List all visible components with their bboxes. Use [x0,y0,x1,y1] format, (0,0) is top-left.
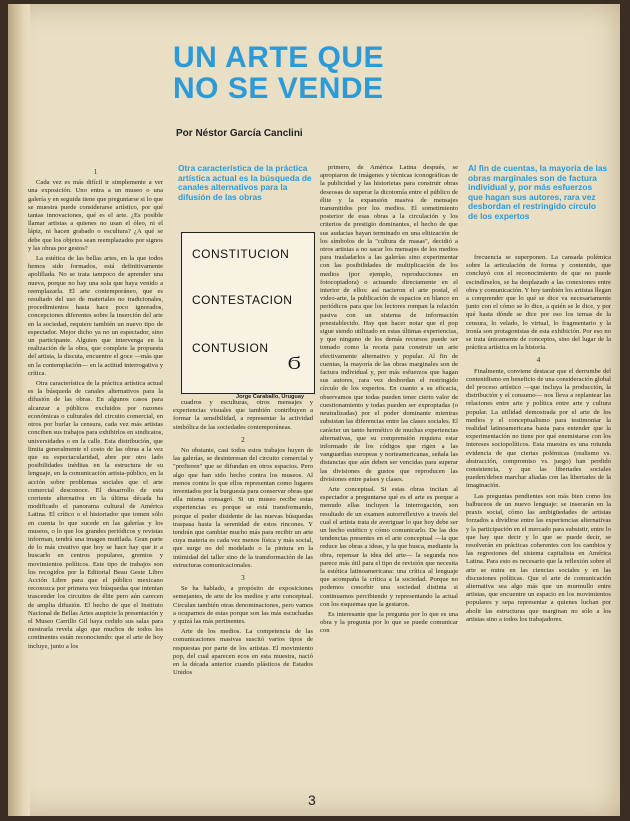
byline: Por Néstor García Canclini [176,128,303,139]
figure-caption: Jorge Caraballo, Uruguay [236,394,305,400]
paragraph: primero, de América Latina después, se apropiaron de imágenes y técnicas iconográficas de la publicidad y las historietas para construir obras deseosas de superar la dicotomía entre el público de élite y la expansión masiva de mensajes transmitidos por los medios. El sometimiento posterior de esas obras a la circulación y los criterios de prestigio dominantes, el hecho de que sus audacias hayan terminado en una elitización de los símbolos de la "cultura de masas", decidió a otros artistas a no sacar los mensajes de los medios para trasladarlos a las galerías sino experimentar con las posibilidades de multiplicación de los medios (por ejemplo, reproducciones en fotocopiadora) o actuando directamente en el interior de ellos: así nacieron el arte postal, el video-arte, la publicación de espacios en blanco en periódicos para que los lectores rompan la relación pasiva con un sistema de información preestablecido. Hay que hacer notar que el pop sigue siendo utilizado en estas últimas experiencias, y que ninguno de los demás recursos puede ser tomado como la receta para construir un arte efectivamente alternativo y popular. Al fin de cuentas, la mayoría de las obras marginales son de factura individual y, por más esfuerzos que hagan sus autores, rara vez desbordan el restringido círculo de los expertos. En cuanto a su eficacia, observamos que todas pueden tener cierto valor de cuestionamiento y todas pueden ser expropiadas (o neutralizadas) por el poder dominante mientras subsistan las diferencias entre las clases sociales. El carácter un tanto hermético de muchas experiencias alternativas, que su comprensión requiera estar informado de los códigos que rigen a las vanguardias europeas y norteamericanas, señala las distancias que aún deben ser vencidas para superar las divisiones de gustos que reproducen las divisiones entre países y clases. [320,164,458,483]
binding-spine [8,4,30,816]
title-line-1: UN ARTE QUE [173,41,385,74]
text-column-4 [466,254,611,816]
artwork-figure [181,232,315,394]
paragraph: No obstante, casi todos estos trabajos huyen de las galerías, se desinteresan del circuito comercial y "prefieren" que se difundan en otros espacios. Pero algo que han sido hecho contra los museos. Al menos contra lo que ellos representan como lugares inventados por la burguesía para conservar obras que ella misma consagró. Si un museo recibe estas experiencias es porque se está transformando, porque el poder disidente de las nuevas búsquedas traspasa hasta la serenidad de estos rincones. Y tendrán que cambiar mucho más para recibir un arte cuya materia es cada vez menos física y más social, que surge no del modelado o la pintura en la intimidad del taller sino de la transformación de las estructuras comunicacionales. [173,447,313,569]
paragraph: Finalmente, conviene destacar que el derrumbe del contenidismo en beneficio de una consideración global del proceso artístico —que incluya la producción, la distribución y el consumo— nos lleva a replantear las relaciones entre arte y política entre arte y cultura popular. La utilidad demostrada por el arte de los medios y el conceptualismo para testimoniar la realidad latinoamericana basta para entender que la experimentación no tiene por qué enemistarse con los intereses sociopolíticos. Esta muestra es una rotunda evidencia de que ciertas polémicas (realismo vs. abstracción, compromiso vs. juego) han perdido consistencia, y que las libertades sociales pueden/deben marchar aliadas con las libertades de la imaginación. [466,367,611,490]
section-number: 4 [536,356,541,365]
paragraph: frecuencia se superponen. La cansada polémica sobre la articulación de forma y contenido, que concluyó con el reconocimiento de que no puede escindírselos, se ha desplazado a las conexiones entre obra y comunicación. Y hoy también los artistas llegan a comprender que lo qué se dice va necesariamente junto con el cómo se lo dice, a quién se le dice, y por qué hasta dónde se dice por eso los temas de la censura, lo velado, lo virtual, lo fragmentario y la ironía son protagonistas de esta exhibición. Por eso no se trata únicamente de conceptos, sino del lugar de la práctica artística en la historia. [466,254,611,352]
pull-quote-1: Otra característica de la práctica artística actual es la búsqueda de canales alternativos para la difusión de las obras [178,163,312,202]
paragraph: Arte de los medios. La competencia de las comunicaciones masivas suscitó varios tipos de respuestas por parte de los artistas. El movimiento pop, del cual aparecen ecos en esta muestra, nació en la década anterior cuando plásticos de Estados Unidos [173,628,313,677]
magazine-page [8,4,620,816]
section-number: 3 [241,574,245,583]
text-column-3 [320,164,458,764]
figure-word-2: CONTESTACION [192,293,293,307]
article-title [173,42,473,104]
section-number: 1 [93,168,98,176]
paragraph: Arte conceptual. Si estas obras incitan al espectador a preguntarse qué es el arte es porque a menudo ellas incluyen la interrogación, son resultado de un examen autorreflexivo a través del cual el artista trata de averiguar lo que hoy debe ser un hecho estético y cómo comunicarlo. De las dos tendencias presentes en el arte conceptual —la que reduce las obras a ideas, y la que busca, mediante la obra, repensar la idea del arte— la segunda nos parece más útil para el tipo de revisión que necesita la estética latinoamericana: una crítica al lenguaje que acompaña la crítica a la sociedad. Porque no podemos concebir una sociedad distinta si continuamos percibiendo y representando la actual con los esquemas que la gestaron. [320,485,458,608]
paragraph: cuadros y esculturas, otros mensajes y experiencias visuales que también contribuyen a formar la sensibilidad, a representar la actividad simbólica de las sociedades contemporáneas. [173,399,313,431]
text-column-1 [28,164,163,764]
paragraph: Cada vez es más difícil ir simplemente a ver una exposición. Uno entra a un museo o una galería y en seguida tiene que preguntarse si lo que se muestra puede considerarse artístico, por qué tantas innovaciones, qué es el arte. ¿Es posible llamar artistas a quienes no usan el óleo, ni el lápiz, ni hacen grabado o escultura? ¿A qué se debe que los objetos sean reemplazados por signos y las obras por gestos? [28,179,163,252]
page-number: 3 [308,792,316,808]
paragraph: Es interesante que la pregunta por lo que es una obra y la pregunta por lo que se puede comunicar con [320,610,458,635]
paragraph: La estética de las bellas artes, en la que todos hemos sido formados, está definitivamente apolillada. No se trata tampoco de aprender una nueva, porque no hay una sola que haya venido a reemplazarla. El arte contemporáneo, que es resultado del uso de materiales no tradicionales, procedimientos hasta hace poco ignorados, concepciones diferentes sobre la inserción del arte en la sociedad, requiere también un nuevo tipo de espectador. Mejor dicho ya no un espectador, sino un participante. Alguien que intervenga en la realización de la obra, que complete la propuesta del artista, la discuta, encuentre el goce —más que en la contemplación— en la actitud interrogativa y crítica. [28,255,163,377]
text-column-2 [173,399,313,816]
title-line-2: NO SE VENDE [173,72,384,105]
pull-quote-2: Al fin de cuentas, la mayoría de las obras marginales son de factura individual y, por más esfuerzos que hagan sus autores, rara vez desbordan el restringido círculo de los expertos [468,163,608,221]
section-number: 2 [241,435,245,444]
paragraph: Las preguntas pendientes son más bien como los balbuceos de un nuevo lenguaje: se inserarán en la praxis social, cómo las ambigüedades de artistas forzados a dividirse entre las experiencias alternativas y la participación en el mercado para subsistir, entre lo que hay que decir y lo que se puede decir, se resolverán en prácticas coherentes con los cambios y las regresiones del sistema capitalista en América Latina. Para esto es necesario que la reflexión sobre el arte se nutra en las ciencias sociales y en las discusiones políticas. Que el arte de comunicación alternativa sea algo más que un murmullo entre artistas, que encuentre un espacio en los movimientos populares y sepa representar a quienes luchan por abolir las estructuras que marginan no sólo a los artistas sino a todos los trabajadores. [466,492,611,623]
artist-signature-mark: Ϭ [288,353,301,373]
figure-word-1: CONSTITUCION [192,247,290,261]
paragraph: Otra característica de la práctica artística actual es la búsqueda de canales alternativos para la difusión de las obras. En algunos casos para alcanzar a públicos excluidos por razones económicas o culturales del circuito comercial, en otros por burlar la censura, cada vez más artistas conciben sus trabajos para exhibirlos en sindicatos, universidades o en la calle. Esta distribución, que limita generalmente el costo de las obras a la vez que su espectacularidad, abre por otro lado posibilidades inéditas en la estructura de su lenguaje, en la comunicación artista-público, en la acción sobre problemas sociales que el arte comercial desconoce. El desarrollo de esta corriente alternativa en la última década ha modificado el panorama cultural de América Latina. El crítico o el historiador que tomen sólo en cuenta lo que sucede en las galerías y los museos, o lo que los grandes periódicos y revistas informan, tendrá una imagen mutilada. Gran parte de lo más creativo que hoy se hace hay que ir a buscarlo en centros populares, gremios y movimientos políticos. Este tipo de trabajos son los recogidos por la Editorial Beau Geste Libro Acción Libre para que el público mexicano reconozca por primera vez búsquedas que intentan trascender los circuitos de élite pero aún carecen de amplia difusión. El hecho de que el Instituto Nacional de Bellas Artes auspicie la presentación y el Museo Carrillo Gil haya cedido sus salas para mostrarla revela algo que muchos de todos los continentes están reconociendo: que el arte de hoy incluye, junto a los [28,380,163,650]
paragraph: Se ha hablado, a propósito de exposiciones semejantes, de arte de los medios y arte conceptual. Circulan también otras denominaciones, pero vamos a ocuparnos de estas porque son las más escuchadas y quizá las más pertinentes. [173,585,313,626]
figure-word-3: CONTUSION [192,341,269,355]
